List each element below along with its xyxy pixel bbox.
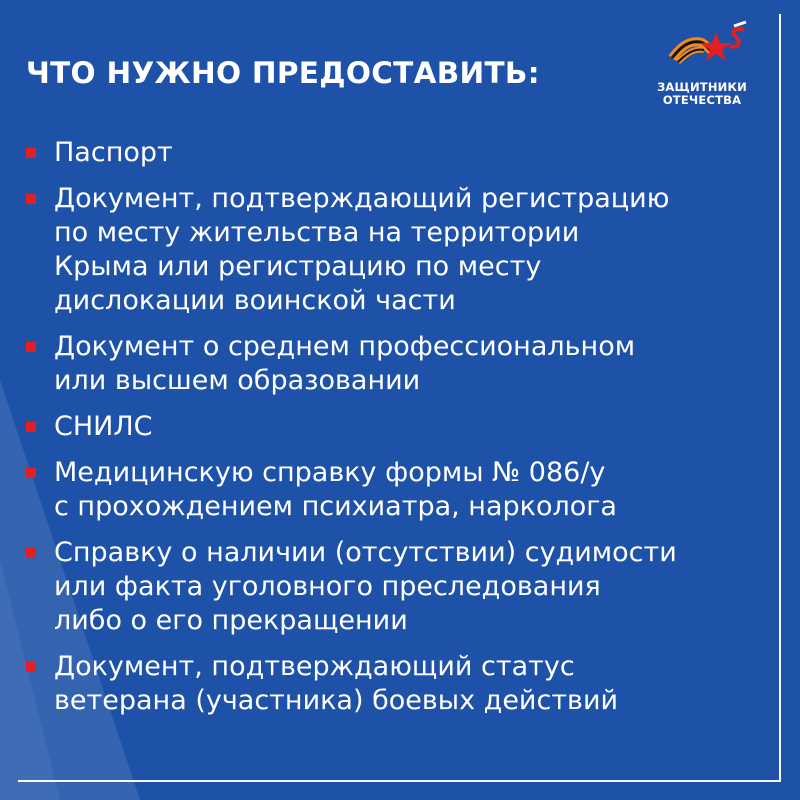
frame-line-bottom <box>18 780 781 782</box>
bullet-icon <box>26 422 36 432</box>
list-item-education <box>26 330 766 398</box>
item-text: Документ, подтверждающий статус <box>54 651 575 682</box>
logo-text <box>640 81 764 107</box>
list-item-criminal-record <box>26 536 766 638</box>
logo-line-2: ОТЕЧЕСТВА <box>662 93 742 107</box>
item-text: или факта уголовного преследования <box>54 571 601 602</box>
list-item-medical <box>26 456 766 524</box>
bullet-icon <box>26 468 36 478</box>
bullet-icon <box>26 342 36 352</box>
item-text: Справку о наличии (отсутствии) судимости <box>54 537 677 568</box>
logo-line-1: ЗАЩИТНИКИ <box>657 80 747 94</box>
item-text: Медицинскую справку формы № 086/у <box>54 457 606 488</box>
item-text: по месту жительства на территории <box>54 217 580 248</box>
frame-line-right <box>779 14 781 782</box>
requirements-list <box>26 136 766 718</box>
item-text: либо о его прекращении <box>54 605 408 636</box>
item-text: или высшем образовании <box>54 365 421 396</box>
item-text: Паспорт <box>54 137 173 168</box>
page-title: ЧТО НУЖНО ПРЕДОСТАВИТЬ: <box>26 56 540 90</box>
bullet-icon <box>26 548 36 558</box>
item-text: ветерана (участника) боевых действий <box>54 685 619 716</box>
star-ribbon-logo-icon <box>652 18 752 80</box>
item-text: с прохождением психиатра, нарколога <box>54 491 617 522</box>
bullet-icon <box>26 194 36 204</box>
defenders-logo <box>640 18 780 118</box>
bullet-icon <box>26 148 36 158</box>
list-item-registration <box>26 182 766 318</box>
list-item-passport <box>26 136 766 170</box>
item-text: Крыма или регистрацию по месту <box>54 251 542 282</box>
item-text: СНИЛС <box>54 411 153 442</box>
list-item-veteran-status <box>26 650 766 718</box>
item-text: Документ, подтверждающий регистрацию <box>54 183 670 214</box>
item-text: Документ о среднем профессиональном <box>54 331 636 362</box>
item-text: дислокации воинской части <box>54 285 456 316</box>
list-item-snils <box>26 410 766 444</box>
bullet-icon <box>26 662 36 672</box>
